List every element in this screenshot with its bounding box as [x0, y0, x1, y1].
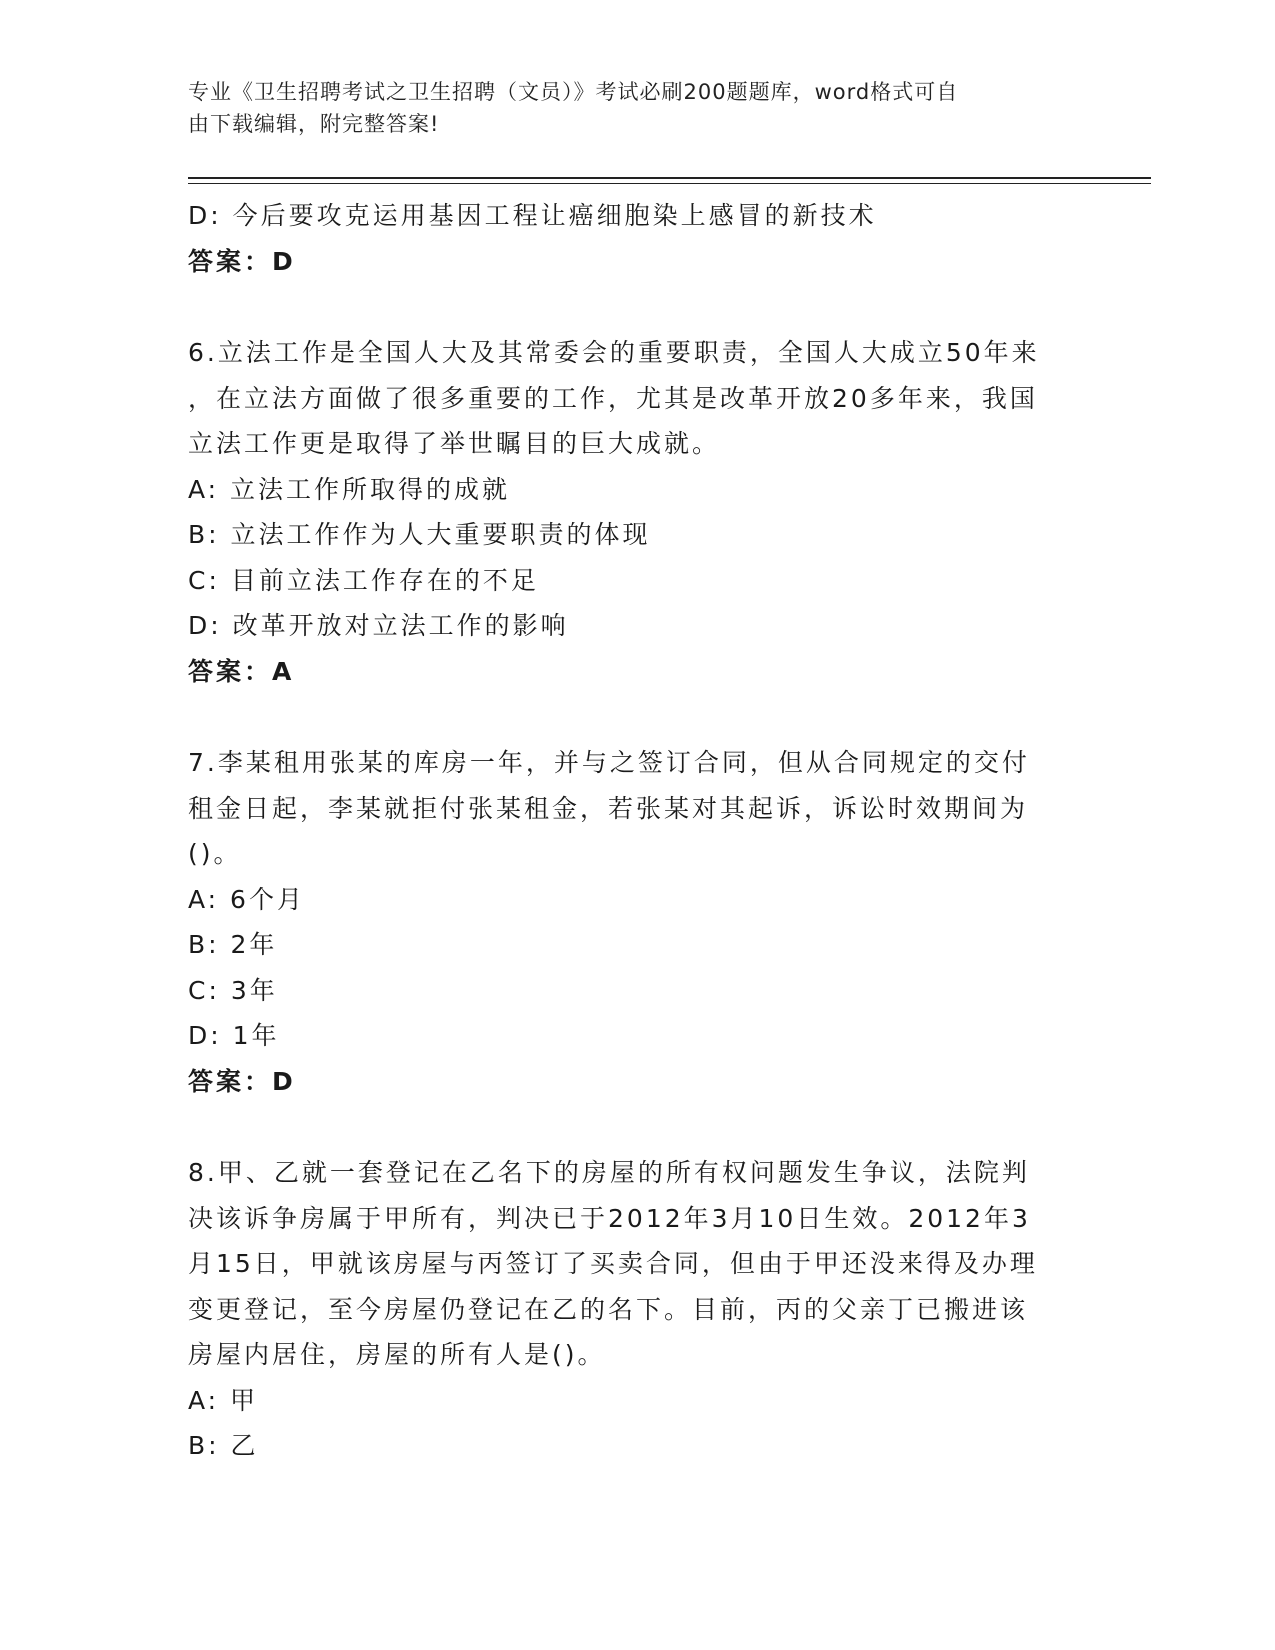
question-text-line: 8.甲、乙就一套登记在乙名下的房屋的所有权问题发生争议，法院判: [188, 1158, 1030, 1187]
question-text-line: 变更登记，至今房屋仍登记在乙的名下。目前，丙的父亲丁已搬进该: [188, 1294, 1029, 1324]
document-body: [188, 193, 1088, 1469]
header-line-2: 由下载编辑，附完整答案!: [188, 112, 440, 136]
header-divider-thick: [188, 177, 1151, 179]
question-text-line: 7.李某租用张某的库房一年，并与之签订合同，但从合同规定的交付: [188, 748, 1030, 777]
option-c: C: 目前立法工作存在的不足: [188, 565, 539, 595]
question-text-line: 月15日，甲就该房屋与丙签订了买卖合同，但由于甲还没来得及办理: [188, 1249, 1038, 1278]
question-text-line: 租金日起，李某就拒付张某租金，若张某对其起诉，诉讼时效期间为: [188, 793, 1029, 823]
header-line-1: 专业《卫生招聘考试之卫生招聘（文员）》考试必刷200题题库，word格式可自: [188, 80, 959, 104]
question-text-line: 房屋内居住，房屋的所有人是()。: [188, 1340, 606, 1369]
option-c: C: 3年: [188, 975, 278, 1005]
answer-label: 答案：D: [188, 246, 296, 276]
answer-label: 答案：A: [188, 656, 295, 686]
question-text-line: ()。: [188, 839, 242, 868]
spacer: [188, 284, 1088, 330]
question-text-line: 立法工作更是取得了举世瞩目的巨大成就。: [188, 429, 721, 458]
question-5-tail: [188, 193, 1088, 284]
option-d: D: 今后要攻克运用基因工程让癌细胞染上感冒的新技术: [188, 201, 877, 230]
answer-label: 答案：D: [188, 1066, 296, 1096]
question-text-line: ，在立法方面做了很多重要的工作，尤其是改革开放20多年来，我国: [188, 383, 1038, 413]
option-a: A: 甲: [188, 1385, 259, 1415]
option-d: D: 改革开放对立法工作的影响: [188, 611, 569, 640]
option-b: B: 立法工作作为人大重要职责的体现: [188, 520, 651, 549]
question-7: [188, 740, 1088, 1104]
option-b: B: 乙: [188, 1431, 259, 1460]
option-b: B: 2年: [188, 930, 278, 959]
spacer: [188, 694, 1088, 740]
question-text-line: 6.立法工作是全国人大及其常委会的重要职责，全国人大成立50年来: [188, 338, 1040, 367]
option-a: A: 立法工作所取得的成就: [188, 474, 511, 504]
question-6: [188, 330, 1088, 694]
option-d: D: 1年: [188, 1021, 280, 1050]
question-text-line: 决该诉争房属于甲所有，判决已于2012年3月10日生效。2012年3: [188, 1203, 1031, 1233]
option-a: A: 6个月: [188, 884, 305, 914]
header-divider-thin: [188, 183, 1151, 184]
spacer: [188, 1104, 1088, 1150]
document-header: [188, 76, 1068, 140]
question-8: [188, 1150, 1088, 1469]
